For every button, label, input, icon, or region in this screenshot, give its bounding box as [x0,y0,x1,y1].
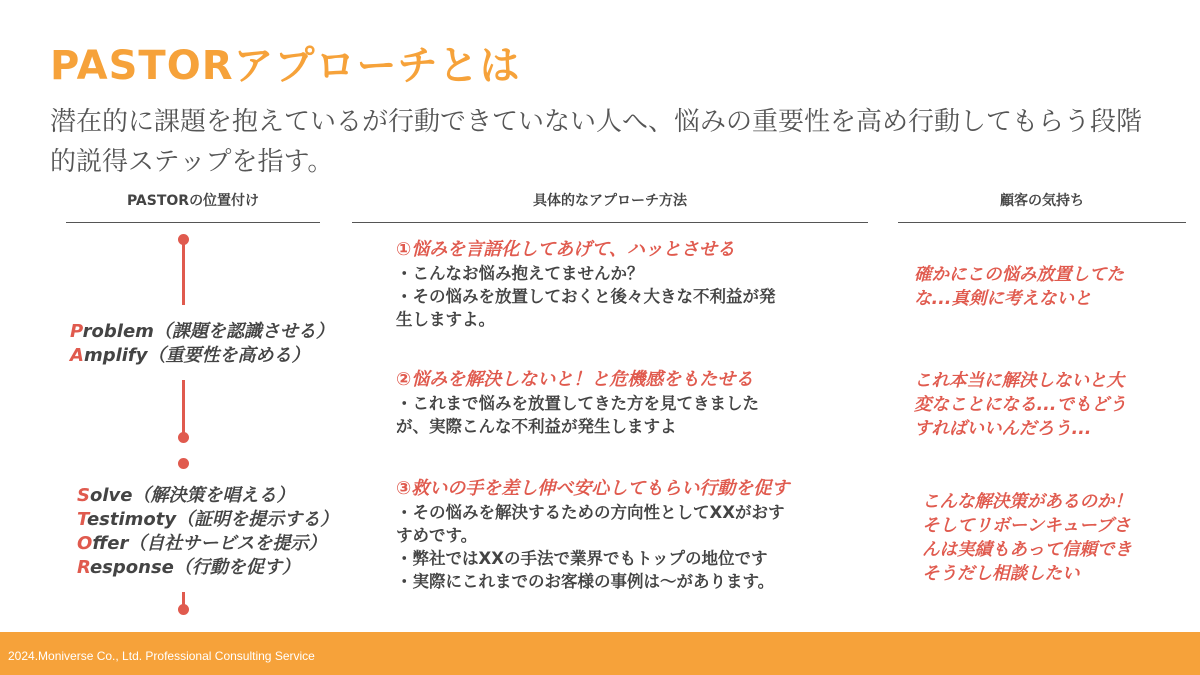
column-divider-approach [352,222,868,223]
customer-feeling: これ本当に解決しないと大 変なことになる...でもどう すればいいんだろう... [914,371,1127,439]
timeline-dot [178,432,189,443]
approach-heading: ③救いの手を差し伸べ安心してもらい行動を促す [396,478,790,499]
column-divider-position [66,222,320,223]
approach-line: ・こんなお悩み抱えてませんか？ [396,264,644,283]
approach-line: ・弊社ではXXの手法で業界でもトップの地位です [396,549,768,568]
approach-heading: ①悩みを言語化してあげて、ハッとさせる [396,239,735,260]
column-header-position: PASTORの位置付け [126,193,260,209]
phase-amplify: Amplify（重要性を高める） [70,345,310,366]
page-title: PASTORアプローチとは [50,43,521,89]
approach-line: ・実際にこれまでのお客様の事例は〜があります。 [396,572,775,591]
approach-block [396,477,876,593]
approach-block [396,238,876,331]
approach-line: が、実際こんな不利益が発生しますよ [396,417,677,436]
phase-response: Response（行動を促す） [77,557,300,578]
approach-line: ・その悩みを放置しておくと後々大きな不利益が発 [396,287,776,306]
column-header-feeling: 顧客の気持ち [1000,193,1084,209]
phase-problem: Problem（課題を認識させる） [70,321,334,342]
customer-feeling: 確かにこの悩み放置してた な...真剣に考えないと [914,265,1124,309]
approach-line: すめです。 [396,526,478,545]
column-header-approach: 具体的なアプローチ方法 [533,193,687,209]
column-divider-feeling [898,222,1186,223]
phase-offer: Offer（自社サービスを提示） [77,533,327,554]
timeline-line [182,380,185,434]
approach-line: ・その悩みを解決するための方向性としてXXがおす [396,503,785,522]
timeline-line [182,243,185,305]
approach-heading: ②悩みを解決しないと！と危機感をもたせる [396,369,754,390]
customer-feeling: こんな解決策があるのか！ そしてリボーンキューブさ んは実績もあって信頼でき そうだし相談したい [922,492,1132,584]
phase-testimoty: Testimoty（証明を提示する） [77,509,339,530]
approach-line: ・これまで悩みを放置してきた方を見てきました [396,394,759,413]
timeline-dot [178,458,189,469]
phase-solve: Solve（解決策を唱える） [77,485,295,506]
approach-line: 生しますよ。 [396,310,495,329]
approach-block [396,368,876,438]
footer-copyright: 2024.Moniverse Co., Ltd. Professional Consulting Service [8,649,315,663]
timeline-dot [178,604,189,615]
footer-bar [0,632,1200,675]
page-subtitle: 潜在的に課題を抱えているが行動できていない人へ、悩みの重要性を高め行動してもらう段階的説得ステップを指す。 [50,107,1143,177]
